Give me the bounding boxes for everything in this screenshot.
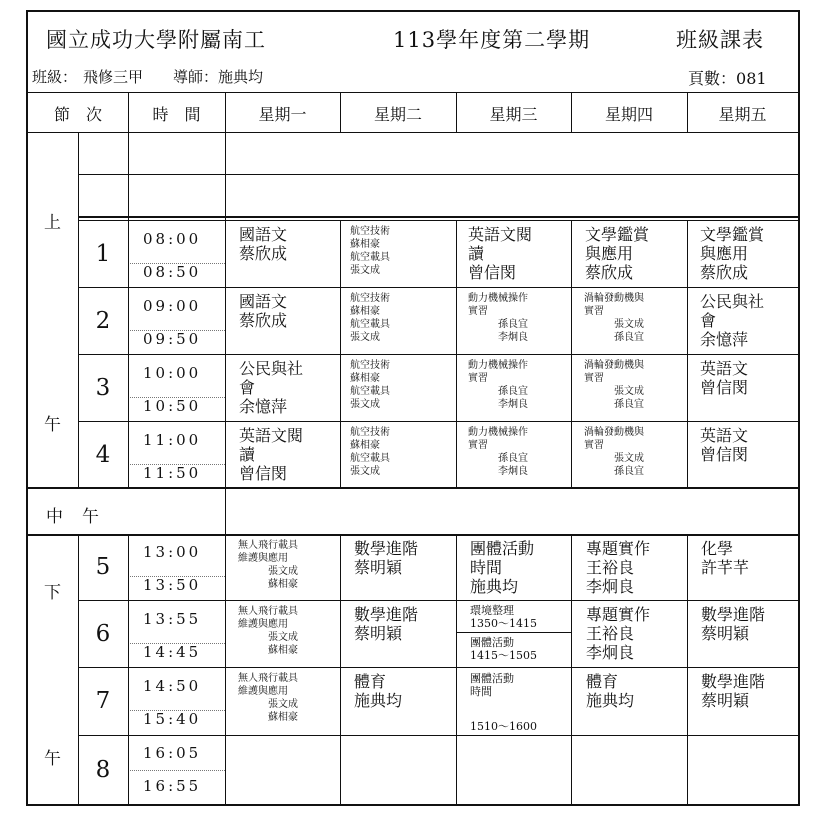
course-line: 張文成 [350,332,380,343]
mentor-name: 施典均 [218,68,264,86]
rule-line [78,287,798,288]
period-number: 4 [95,442,111,468]
morning-label-bottom: 午 [44,415,61,435]
course-cell [700,225,764,282]
course-line: 施典均 [470,577,519,596]
course-line: 蔡明穎 [701,624,750,643]
end-time: 16:55 [143,777,202,795]
course-cell [701,605,765,643]
course-cell [701,672,765,710]
course-line: 李炯良 [586,577,635,596]
end-time: 09:50 [143,330,202,348]
course-line: 專題實作 [586,539,651,558]
start-time: 16:05 [143,744,202,762]
course-line: 英語文 [700,359,749,378]
column-line [128,534,129,804]
start-time: 13:00 [143,543,202,561]
course-line: 航空載具 [350,453,390,464]
course-line: 航空載具 [350,319,390,330]
course-line: 蘇相豪 [268,645,298,656]
course-cell [585,225,649,282]
column-line [571,534,572,804]
course-line: 文學鑑賞 [585,225,650,244]
rule-line [28,132,798,133]
course-line: 孫良宜 [498,386,528,397]
end-time: 13:50 [143,576,202,594]
course-line: 李炯良 [498,332,528,343]
rule-line [78,174,798,175]
column-line [571,220,572,487]
term-title: 113學年度第二學期 [393,28,591,52]
course-cell [470,672,537,733]
end-time: 11:50 [143,464,202,482]
end-time: 15:40 [143,710,202,728]
period-number: 3 [95,375,111,401]
course-cell [700,359,748,397]
course-line: 實習 [584,440,604,451]
column-line [340,220,341,487]
time-divider [128,770,225,771]
course-cell [586,672,634,710]
header-time: 時 間 [152,105,201,124]
course-line: 無人飛行載具 [238,673,298,684]
header-friday: 星期五 [718,105,767,124]
period-number: 8 [95,757,111,783]
start-time: 10:00 [143,364,202,382]
course-cell [468,225,532,282]
course-line: 體育 [354,672,387,691]
course-line: 孫良宜 [498,453,528,464]
course-cell [239,359,303,416]
rule-line [28,534,798,536]
page-info [688,66,767,89]
course-cell [586,539,650,596]
course-line: 蔡欣成 [700,263,749,282]
column-line [340,534,341,804]
course-cell [700,426,748,464]
course-line: 曾信閔 [468,263,517,282]
course-line: 孫良宜 [614,332,644,343]
class-label: 班級： [32,68,78,86]
course-line: 實習 [584,373,604,384]
school-name: 國立成功大學附屬南工 [46,28,266,52]
course-cell [350,225,390,277]
course-line: 李炯良 [586,643,635,662]
course-cell [468,426,528,478]
afternoon-label-top: 下 [44,583,61,603]
rule-line [78,667,798,668]
course-line: 公民與社 [239,359,304,378]
course-line: 施典均 [586,691,635,710]
course-line: 動力機械操作 [468,293,528,304]
course-line: 1415～1505 [470,649,537,662]
course-cell [239,426,303,483]
course-cell [586,605,650,662]
course-cell [239,292,287,330]
course-line: 時間 [470,685,492,698]
course-line: 與應用 [585,244,634,263]
course-line: 實習 [468,306,488,317]
course-line: 蔡明穎 [354,558,403,577]
course-line: 會 [239,378,256,397]
course-line: 英語文 [700,426,749,445]
course-cell [239,225,287,263]
course-line: 英語文閱 [468,225,533,244]
course-line: 英語文閱 [239,426,304,445]
header-period: 節 次 [53,105,102,124]
course-line: 渦輪發動機與 [584,293,644,304]
course-line: 曾信閔 [700,445,749,464]
course-line: 曾信閔 [239,464,288,483]
course-line: 數學進階 [354,605,419,624]
end-time: 08:50 [143,263,202,281]
course-cell [238,672,298,724]
course-line: 李炯良 [498,399,528,410]
course-line: 實習 [584,306,604,317]
course-line: 動力機械操作 [468,360,528,371]
start-time: 11:00 [143,431,202,449]
course-line: 蘇相豪 [350,373,380,384]
course-line: 蘇相豪 [350,306,380,317]
course-line: 國語文 [239,225,288,244]
course-line: 團體活動 [470,636,514,649]
course-line: 張文成 [350,466,380,477]
course-line: 1510～1600 [470,720,537,733]
course-line: 蔡欣成 [585,263,634,282]
end-time: 14:45 [143,643,202,661]
course-line: 蘇相豪 [350,440,380,451]
course-line: 渦輪發動機與 [584,360,644,371]
course-line: 余憶萍 [239,397,288,416]
rule-line [78,421,798,422]
course-cell [584,426,644,478]
start-time: 08:00 [143,230,202,248]
course-line: 施典均 [354,691,403,710]
course-cell [701,539,749,577]
period-number: 7 [95,688,111,714]
course-line: 無人飛行載具 [238,606,298,617]
morning-label-top: 上 [44,213,61,233]
period-number: 2 [95,308,111,334]
course-line: 航空技術 [350,360,390,371]
course-cell-top [470,604,537,630]
course-line: 蔡欣成 [239,244,288,263]
column-line [456,534,457,804]
course-line: 航空技術 [350,293,390,304]
course-line: 會 [700,311,717,330]
course-line: 讀 [468,244,485,263]
page-label: 頁數： [688,69,737,88]
course-line: 化學 [701,539,734,558]
course-line: 文學鑑賞 [700,225,765,244]
class-info [32,66,263,87]
course-cell [700,292,764,349]
mentor-label: 導師： [173,68,219,86]
course-line: 無人飛行載具 [238,540,298,551]
cell-split-line [456,632,571,633]
start-time: 14:50 [143,677,202,695]
course-line: 孫良宜 [614,399,644,410]
course-line: 張文成 [614,453,644,464]
course-line: 蘇相豪 [268,712,298,723]
course-line: 蔡明穎 [701,691,750,710]
course-line: 國語文 [239,292,288,311]
course-line: 實習 [468,440,488,451]
course-line: 讀 [239,445,256,464]
course-cell [238,539,298,591]
course-line: 孫良宜 [498,319,528,330]
class-name: 飛修三甲 [83,68,144,86]
column-line [687,534,688,804]
course-line: 張文成 [268,632,298,643]
course-line: 蘇相豪 [350,239,380,250]
course-line: 維護與應用 [238,686,288,697]
start-time: 09:00 [143,297,202,315]
header-wednesday: 星期三 [489,105,538,124]
course-line: 張文成 [350,399,380,410]
course-line: 與應用 [700,244,749,263]
course-cell [470,539,534,596]
course-line: 航空技術 [350,427,390,438]
course-line: 張文成 [350,265,380,276]
course-line: 維護與應用 [238,619,288,630]
start-time: 13:55 [143,610,202,628]
course-line: 專題實作 [586,605,651,624]
course-cell [468,292,528,344]
course-cell [354,539,418,577]
course-line: 王裕良 [586,624,635,643]
header-monday: 星期一 [258,105,307,124]
course-line: 體育 [586,672,619,691]
course-cell [354,672,402,710]
course-line: 數學進階 [701,605,766,624]
course-cell-bottom [470,636,537,662]
course-line: 航空載具 [350,386,390,397]
rule-line [78,600,798,601]
column-line [456,220,457,487]
course-line: 時間 [470,558,503,577]
rule-line [28,92,798,93]
course-cell [354,605,418,643]
course-line: 實習 [468,373,488,384]
period-number: 1 [95,241,111,267]
course-line: 渦輪發動機與 [584,427,644,438]
header-tuesday: 星期二 [373,105,422,124]
course-line: 張文成 [614,386,644,397]
column-line [687,220,688,487]
course-cell [238,605,298,657]
course-line: 蔡明穎 [354,624,403,643]
course-cell [350,292,390,344]
page-number: 081 [736,69,767,88]
course-line: 團體活動 [470,539,535,558]
course-line: 蘇相豪 [268,579,298,590]
course-line: 維護與應用 [238,553,288,564]
course-cell [350,426,390,478]
course-line: 團體活動 [470,672,514,685]
course-line: 張文成 [268,566,298,577]
course-cell [584,359,644,411]
rule-line [28,487,798,489]
course-line: 航空技術 [350,226,390,237]
afternoon-label-bottom: 午 [44,749,61,769]
course-line: 余憶萍 [700,330,749,349]
header-thursday: 星期四 [604,105,653,124]
course-line: 李炯良 [498,466,528,477]
rule-line [78,735,798,736]
period-number: 5 [95,554,111,580]
course-line: 曾信閔 [700,378,749,397]
course-cell [350,359,390,411]
course-cell [468,359,528,411]
document-type: 班級課表 [676,28,764,52]
rule-line [78,220,798,221]
course-cell [584,292,644,344]
course-line: 數學進階 [354,539,419,558]
course-line: 數學進階 [701,672,766,691]
course-line: 動力機械操作 [468,427,528,438]
course-line: 航空載具 [350,252,390,263]
course-line: 王裕良 [586,558,635,577]
course-line: 張文成 [268,699,298,710]
noon-label: 中 午 [46,507,100,527]
column-line [128,92,129,487]
timetable-sheet [26,10,800,806]
course-line: 1350～1415 [470,617,537,630]
course-line: 孫良宜 [614,466,644,477]
course-line: 蔡欣成 [239,311,288,330]
course-line: 公民與社 [700,292,765,311]
course-line: 張文成 [614,319,644,330]
end-time: 10:50 [143,397,202,415]
course-line: 許芊芊 [701,558,750,577]
rule-line [78,216,798,218]
course-line: 環境整理 [470,604,514,617]
column-line [225,92,226,804]
rule-line [78,354,798,355]
period-number: 6 [95,621,111,647]
